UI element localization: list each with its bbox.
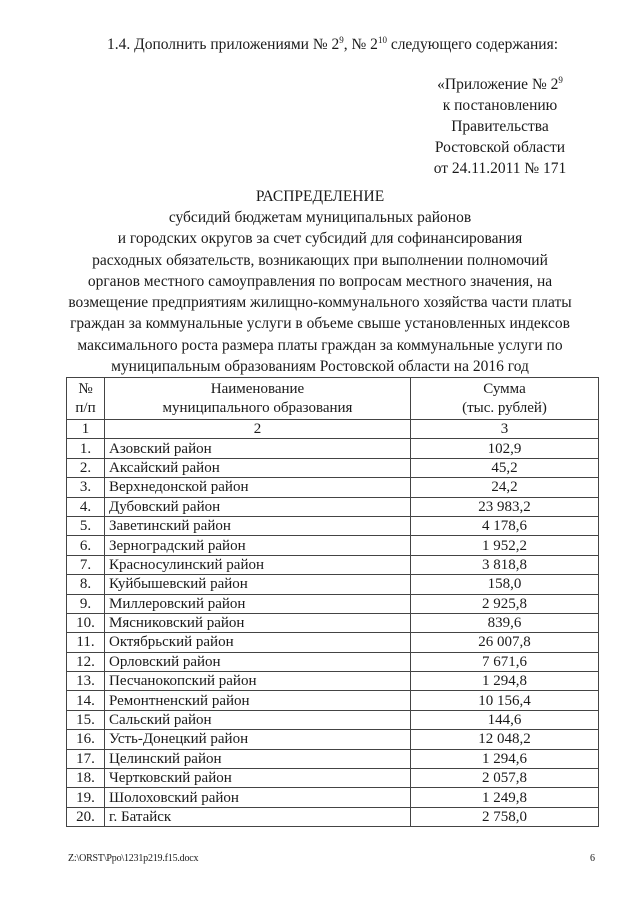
table-row (67, 730, 599, 749)
row-number: 1. (67, 439, 105, 458)
intro-sup-1: 9 (339, 35, 344, 45)
row-number: 6. (67, 536, 105, 555)
appendix-heading (400, 74, 600, 179)
row-sum: 839,6 (411, 613, 599, 632)
appendix-line-2: к постановлению (442, 97, 558, 114)
footer-file-path: Z:\ORST\Ppo\1231p219.f15.docx (68, 853, 199, 864)
row-sum: 158,0 (411, 575, 599, 594)
table-row (67, 788, 599, 807)
column-number-cell: 1 (67, 420, 105, 439)
row-name: г. Батайск (105, 807, 411, 826)
row-name: Мясниковский район (105, 613, 411, 632)
row-name: Красносулинский район (105, 555, 411, 574)
footer-page-number: 6 (590, 853, 595, 864)
row-number: 4. (67, 497, 105, 516)
row-sum: 23 983,2 (411, 497, 599, 516)
header-name (105, 378, 411, 420)
row-name: Октябрьский район (105, 633, 411, 652)
row-name: Шолоховский район (105, 788, 411, 807)
row-sum: 1 952,2 (411, 536, 599, 555)
row-number: 2. (67, 458, 105, 477)
table-row (67, 749, 599, 768)
row-sum: 10 156,4 (411, 691, 599, 710)
row-number: 19. (67, 788, 105, 807)
row-number: 5. (67, 516, 105, 535)
row-sum: 2 925,8 (411, 594, 599, 613)
row-name: Заветинский район (105, 516, 411, 535)
row-number: 18. (67, 769, 105, 788)
table-row (67, 555, 599, 574)
row-name: Зерноградский район (105, 536, 411, 555)
table-row (67, 807, 599, 826)
header-sum-line-2: (тыс. рублей) (462, 399, 547, 416)
table-row (67, 633, 599, 652)
row-sum: 102,9 (411, 439, 599, 458)
subtitle-line: максимального роста размера платы граждан за коммунальные услуги по (77, 336, 563, 354)
intro-prefix: 1.4. Дополнить приложениями № 2 (107, 36, 340, 53)
header-name-line-1: Наименование (210, 380, 305, 397)
intro-suffix: следующего содержания: (386, 36, 559, 53)
row-number: 8. (67, 575, 105, 594)
row-sum: 1 294,6 (411, 749, 599, 768)
table-row (67, 769, 599, 788)
table-row (67, 536, 599, 555)
row-name: Аксайский район (105, 458, 411, 477)
subtitle-line: расходных обязательств, возникающих при выполнении полномочий (92, 251, 548, 269)
column-number-cell: 3 (411, 420, 599, 439)
row-name: Миллеровский район (105, 594, 411, 613)
row-number: 14. (67, 691, 105, 710)
row-name: Чертковский район (105, 769, 411, 788)
row-sum: 7 671,6 (411, 652, 599, 671)
intro-sup-2: 10 (377, 35, 387, 45)
header-name-line-2: муниципального образования (162, 399, 353, 416)
header-number-line-1: № (78, 380, 93, 397)
table-body (67, 439, 599, 827)
row-name: Ремонтненский район (105, 691, 411, 710)
table-row (67, 672, 599, 691)
row-number: 7. (67, 555, 105, 574)
intro-middle: , № 2 (343, 36, 378, 53)
column-number-cell: 2 (105, 420, 411, 439)
table-row (67, 497, 599, 516)
row-number: 13. (67, 672, 105, 691)
table-row (67, 652, 599, 671)
row-name: Куйбышевский район (105, 575, 411, 594)
table-header-row (67, 378, 599, 420)
distribution-table (66, 377, 599, 827)
row-sum: 1 249,8 (411, 788, 599, 807)
document-subtitle (40, 207, 600, 377)
row-name: Верхнедонской район (105, 478, 411, 497)
row-sum: 144,6 (411, 710, 599, 729)
row-sum: 2 758,0 (411, 807, 599, 826)
row-number: 11. (67, 633, 105, 652)
row-number: 17. (67, 749, 105, 768)
subtitle-line: субсидий бюджетам муниципальных районов (168, 209, 472, 226)
row-name: Сальский район (105, 710, 411, 729)
row-sum: 4 178,6 (411, 516, 599, 535)
table-row (67, 478, 599, 497)
row-sum: 24,2 (411, 478, 599, 497)
subtitle-line: возмещение предприятиям жилищно-коммунального хозяйства части платы (68, 294, 572, 312)
header-sum (411, 378, 599, 420)
row-number: 15. (67, 710, 105, 729)
row-name: Орловский район (105, 652, 411, 671)
appendix-line-3: Правительства (451, 118, 549, 135)
document-title: РАСПРЕДЕЛЕНИЕ (255, 188, 385, 205)
intro-paragraph (107, 36, 558, 54)
table-row (67, 439, 599, 458)
row-number: 3. (67, 478, 105, 497)
row-number: 12. (67, 652, 105, 671)
row-name: Усть-Донецкий район (105, 730, 411, 749)
appendix-line-4: Ростовской области (434, 139, 566, 156)
header-number-line-2: п/п (75, 399, 96, 416)
row-sum: 26 007,8 (411, 633, 599, 652)
table-row (67, 575, 599, 594)
row-sum: 3 818,8 (411, 555, 599, 574)
row-number: 20. (67, 807, 105, 826)
header-sum-line-1: Сумма (483, 380, 526, 397)
row-sum: 2 057,8 (411, 769, 599, 788)
column-number-row (67, 420, 599, 439)
table-row (67, 458, 599, 477)
row-name: Дубовский район (105, 497, 411, 516)
table-row (67, 594, 599, 613)
table-row (67, 710, 599, 729)
table-row (67, 516, 599, 535)
subtitle-line: граждан за коммунальные услуги в объеме свыше установленных индексов (70, 315, 570, 333)
appendix-line-1 (400, 74, 600, 95)
row-number: 10. (67, 613, 105, 632)
row-name: Азовский район (105, 439, 411, 458)
row-number: 9. (67, 594, 105, 613)
row-name: Песчанокопский район (105, 672, 411, 691)
row-name: Целинский район (105, 749, 411, 768)
appendix-title: «Приложение № 2 (437, 76, 559, 93)
row-sum: 45,2 (411, 458, 599, 477)
header-number (67, 378, 105, 420)
row-sum: 1 294,8 (411, 672, 599, 691)
subtitle-line: органов местного самоуправления по вопросам местного значения, на (87, 272, 553, 290)
appendix-line-5: от 24.11.2011 № 171 (433, 160, 567, 177)
appendix-sup: 9 (558, 75, 563, 85)
subtitle-line: муниципальным образованиям Ростовской области на 2016 год (111, 358, 529, 376)
row-number: 16. (67, 730, 105, 749)
table-row (67, 691, 599, 710)
subtitle-line: и городских округов за счет субсидий для софинансирования (117, 230, 523, 248)
table-row (67, 613, 599, 632)
row-sum: 12 048,2 (411, 730, 599, 749)
